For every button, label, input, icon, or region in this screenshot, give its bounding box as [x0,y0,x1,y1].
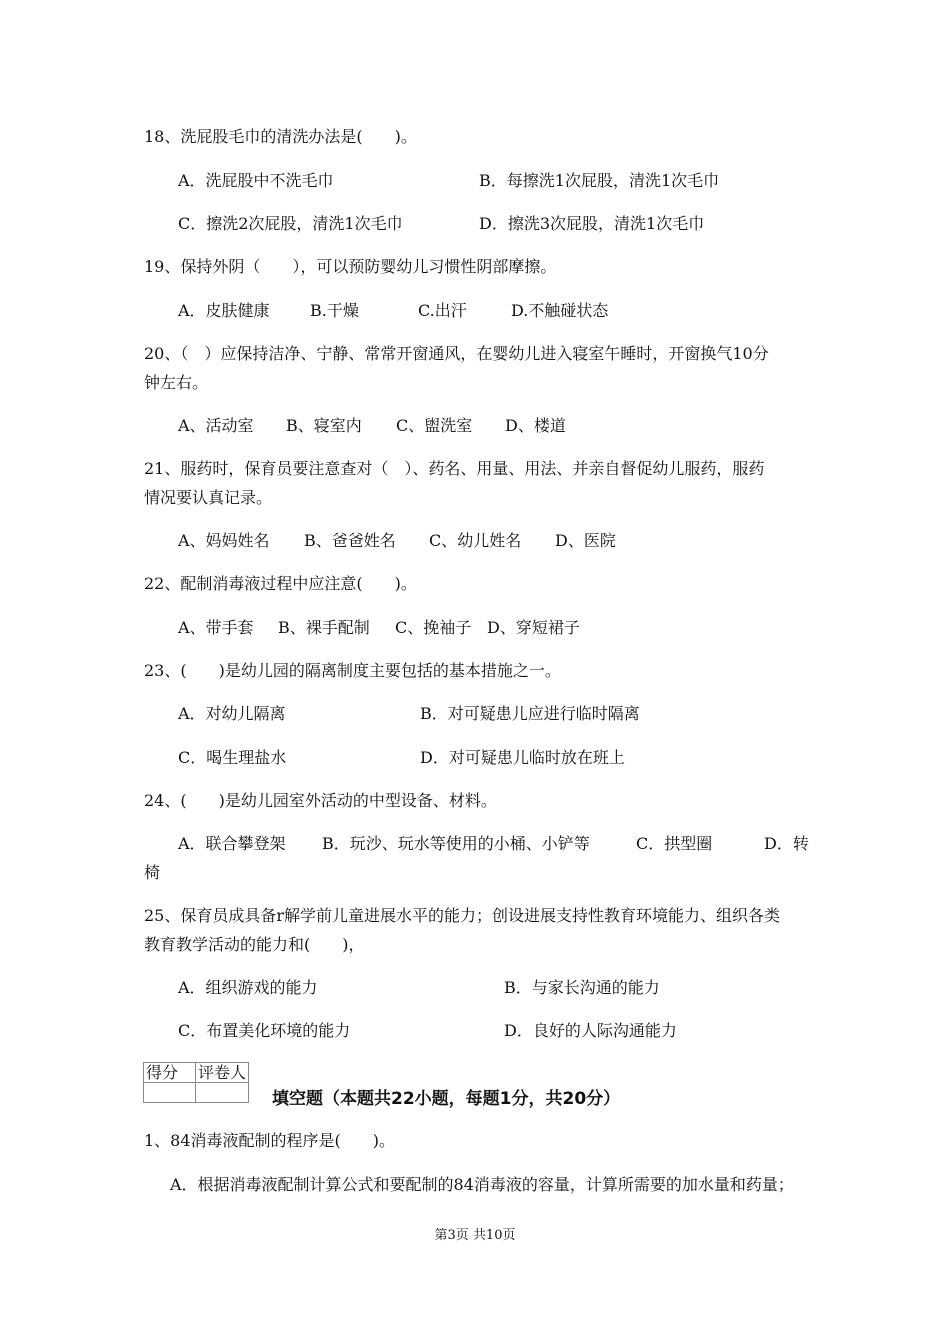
score-cell [144,1083,196,1103]
question-18-option-b: B．每擦洗1次屁股，清洗1次毛巾 [479,171,720,190]
question-20-option-d: D、楼道 [505,416,566,435]
grader-cell [196,1083,249,1103]
question-18-stem: 18、洗屁股毛巾的清洗办法是( )。 [144,127,417,146]
question-19-stem: 19、保持外阴（ ），可以预防婴幼儿习惯性阴部摩擦。 [144,257,557,276]
question-20-stem-line1: 20、（ ）应保持洁净、宁静、常常开窗通风，在婴幼儿进入寝室午睡时，开窗换气10分 [144,344,769,363]
question-19-option-d: D.不触碰状态 [511,301,609,320]
question-22-option-c: C、挽袖子 [395,618,472,637]
question-20-option-b: B、寝室内 [286,416,362,435]
question-18-option-d: D．擦洗3次屁股，清洗1次毛巾 [479,214,705,233]
question-21-option-d: D、医院 [555,531,616,550]
question-21-option-c: C、幼儿姓名 [429,531,522,550]
question-25-option-a: A．组织游戏的能力 [178,978,318,997]
page-number: 第3页 共10页 [434,1228,516,1243]
question-19-option-a: A．皮肤健康 [178,301,270,320]
question-25-stem-line1: 25、保育员成具备r解学前儿童进展水平的能力；创设进展支持性教育环境能力、组织各类 [144,906,781,925]
question-25-option-c: C．布置美化环境的能力 [178,1021,351,1040]
question-22-option-b: B、裸手配制 [278,618,370,637]
question-22-option-a: A、带手套 [178,618,254,637]
grader-header: 评卷人 [196,1063,249,1083]
question-24-option-d: D．转 [764,834,809,853]
score-table [143,1062,249,1103]
question-25-stem-line2: 教育教学活动的能力和( )， [144,935,365,954]
question-23-option-a: A．对幼儿隔离 [178,704,286,723]
question-25-option-b: B．与家长沟通的能力 [504,978,660,997]
question-21-option-a: A、妈妈姓名 [178,531,270,550]
question-23-option-b: B．对可疑患儿应进行临时隔离 [420,704,640,723]
section-title: 填空题（本题共22小题，每题1分，共20分） [272,1089,621,1109]
question-22-stem: 22、配制消毒液过程中应注意( )。 [144,574,417,593]
score-header: 得分 [144,1063,196,1083]
question-21-stem-line1: 21、服药时，保育员要注意查对（ ）、药名、用量、用法、并亲自督促幼儿服药，服药 [144,459,765,478]
question-20-stem-line2: 钟左右。 [144,373,209,392]
fill-question-1-stem: 1、84消毒液配制的程序是( )。 [144,1131,396,1150]
question-18-option-c: C．擦洗2次屁股，清洗1次毛巾 [178,214,403,233]
question-24-option-a: A．联合攀登架 [178,834,286,853]
question-24-option-c: C．拱型圈 [636,834,713,853]
fill-question-1-option-a: A．根据消毒液配制计算公式和要配制的84消毒液的容量，计算所需要的加水量和药量； [170,1175,794,1194]
question-23-option-c: C．喝生理盐水 [178,748,287,767]
question-19-option-c: C.出汗 [418,301,467,320]
question-20-option-c: C、盥洗室 [396,416,473,435]
question-22-option-d: D、穿短裙子 [487,618,580,637]
question-21-option-b: B、爸爸姓名 [304,531,396,550]
question-24-option-b: B．玩沙、玩水等使用的小桶、小铲等 [322,834,590,853]
question-23-stem: 23、( )是幼儿园的隔离制度主要包括的基本措施之一。 [144,661,561,680]
question-19-option-b: B.干燥 [310,301,359,320]
question-24-stem: 24、( )是幼儿园室外活动的中型设备、材料。 [144,791,497,810]
question-24-option-d-continuation: 椅 [144,863,161,882]
question-20-option-a: A、活动室 [178,416,254,435]
question-25-option-d: D．良好的人际沟通能力 [504,1021,677,1040]
question-23-option-d: D．对可疑患儿临时放在班上 [420,748,625,767]
question-18-option-a: A．洗屁股中不洗毛巾 [178,171,334,190]
question-21-stem-line2: 情况要认真记录。 [144,488,273,507]
